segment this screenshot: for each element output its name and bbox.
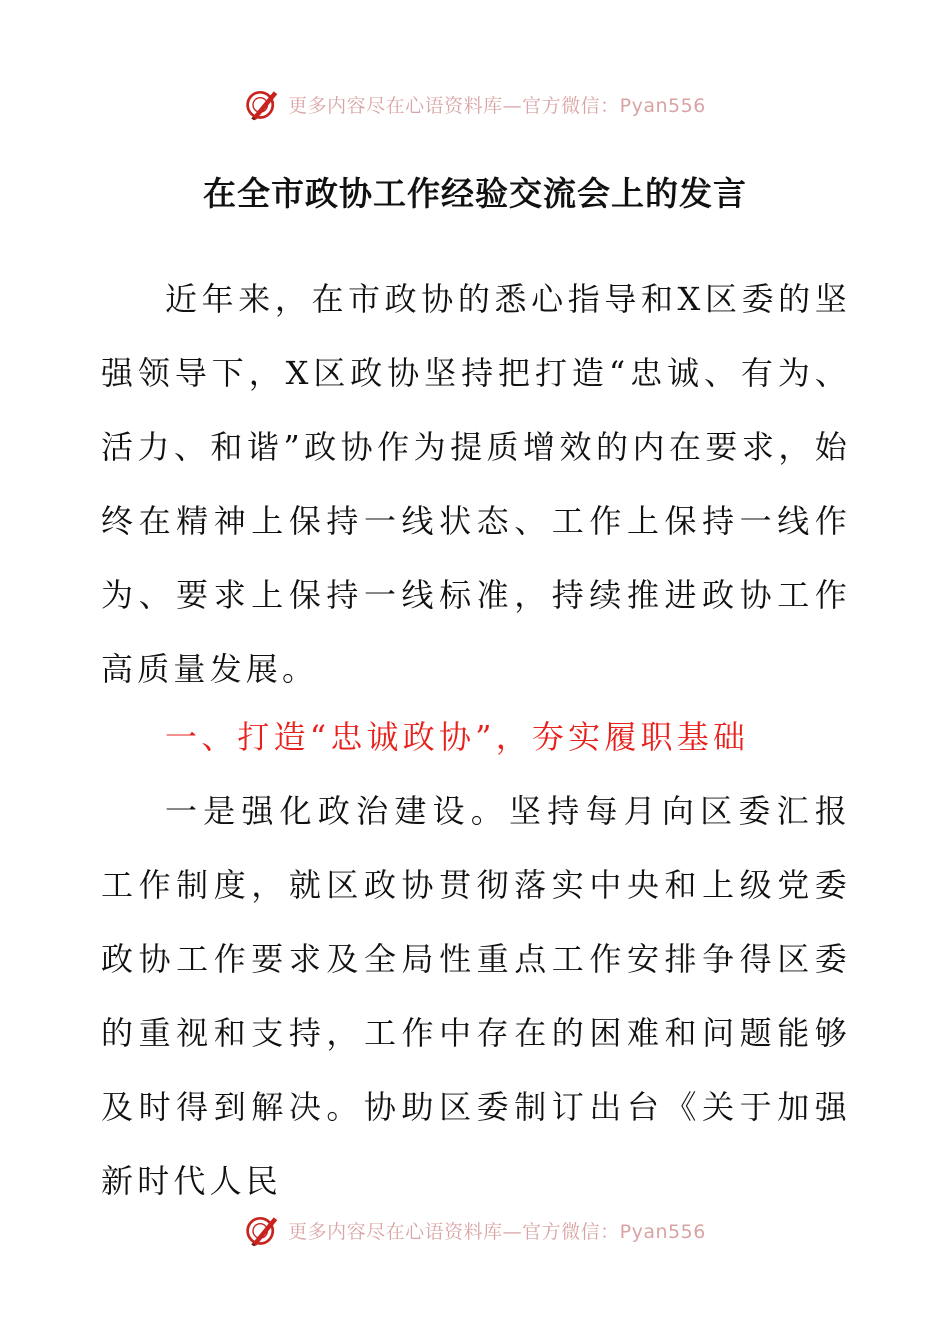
watermark-text: 更多内容尽在心语资料库—官方微信：Pyan556 — [288, 94, 706, 117]
watermark-text: 更多内容尽在心语资料库—官方微信：Pyan556 — [288, 1220, 706, 1243]
intro-paragraph: 近年来，在市政协的悉心指导和X区委的坚强领导下，X区政协坚持把打造“忠诚、有为、活力、和谐”政协作为提质增效的内在要求，始终在精神上保持一线状态、工作上保持一线作为、要求上保持一线标准，持续推进政协工作高质量发展。 — [101, 280, 851, 688]
watermark-footer — [0, 1208, 950, 1252]
pen-circle-logo-icon — [244, 1212, 280, 1248]
section-heading-1: 一、打造“忠诚政协”，夯实履职基础 — [165, 718, 750, 756]
section-1-paragraph: 一是强化政治建设。坚持每月向区委汇报工作制度，就区政协贯彻落实中央和上级党委政协工作要求及全局性重点工作安排争得区委的重视和支持，工作中存在的困难和问题能够及时得到解决。协助区委制订出台《关于加强新时代人民 — [101, 792, 851, 1200]
watermark-header — [0, 82, 950, 126]
pen-circle-logo-icon — [244, 86, 280, 122]
document-title: 在全市政协工作经验交流会上的发言 — [203, 174, 747, 213]
